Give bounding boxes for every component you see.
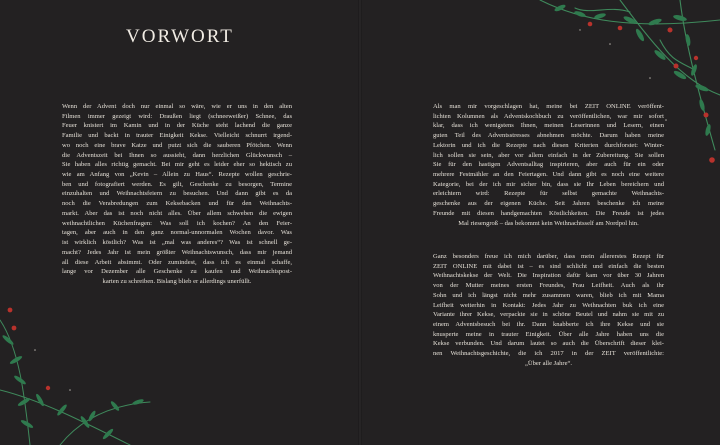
text-line: Kekse verbunden. Und darum lautet so auch die Überschrift dieser klei- xyxy=(433,340,664,348)
right-paragraph-2 xyxy=(433,252,664,369)
text-line: ZEIT ONLINE mit dabei ist – es sind schlicht und einfach die besten xyxy=(433,262,664,270)
text-line: lich sollen sie sein, aber vor allem einfach in der Zubereitung. Sie sollen xyxy=(433,151,664,159)
text-line: knusperte meine in trauter Einigkeit. Über alle Jahre haben uns die xyxy=(433,330,664,338)
text-line: lichten Kolumnen als Adventskochbuch zu veröffentlichen, war mir sofort xyxy=(433,112,664,120)
text-line: von der Mutter meines ersten Freundes, Frau Leifheit. Auch als ihr xyxy=(433,282,664,290)
text-line: Mal riesengroß – das bekommt kein Weihnachtsself am Nordpol hin. xyxy=(458,219,639,227)
text-line: weihnachtlichen Küchenfragen: Was soll ich kochen? An den Feier- xyxy=(62,219,292,227)
text-line: erleichtern wird: Rezepte für selbst gemachte Weihnachts- xyxy=(433,190,664,198)
text-line: markt. Aber das ist noch nicht alles. Über allem schweben die ewigen xyxy=(62,209,292,217)
text-line: wie am Anfang von „Kevin – Allein zu Haus“. Rezepte wollen geschrie- xyxy=(62,171,292,179)
text-line: Ganz besonders freue ich mich darüber, dass mein allererstes Rezept für xyxy=(433,253,664,260)
book-gutter xyxy=(358,0,362,445)
text-line: wo noch eine brave Katze und putzt sich die sauberen Pfötchen. Wenn xyxy=(62,141,292,149)
text-line: Lektorin und ich die Rezepte nach diesen Kriterien durchforstet: Winter- xyxy=(433,141,664,149)
text-line: Sohn und ich längst nicht mehr zusammen waren, blieb ich mit Mama xyxy=(433,291,664,299)
text-line: mehrere Festmähler an den Feiertagen. Und dann gibt es noch eine weitere xyxy=(433,171,664,179)
text-line: Variante ihrer Kekse, verpackte sie in schöne Beutel und nahm sie mit zu xyxy=(433,311,664,319)
text-line: einem Adventsbesuch bei ihr. Dann knabberte ich ihre Kekse und sie xyxy=(433,321,664,329)
text-line: einzuhalten und Weihnachtsfeiern zu besuchen. Und dann gibt es da xyxy=(62,190,292,198)
text-line: ist wirklich köstlich? Was ist „mal was anderes“? Was ist schnell ge- xyxy=(62,239,292,247)
text-line: karten zu schreiben. Bislang blieb er allerdings unerfüllt. xyxy=(102,277,252,285)
text-line: klar, dass ich wenigstens Ihnen, meinen Leserinnen und Lesern, einen xyxy=(433,122,664,130)
text-line: nen Weihnachtsgeschichte, die ich 2017 in der ZEIT veröffentlichte: xyxy=(433,350,664,358)
text-line: ben und fotografiert werden. Es gilt, Geschenke zu besorgen, Termine xyxy=(62,180,292,188)
right-paragraph-1 xyxy=(433,102,664,228)
text-line: „Über alle Jahre“. xyxy=(524,359,573,367)
text-line: geschenke aus der eigenen Küche. Seit Jahren beschenke ich meine xyxy=(433,200,664,208)
text-line: lange vor Dezember alle Geschenke zu kaufen und Weihnachtspost- xyxy=(62,268,292,276)
text-line: Kategorie, bei der ich mir sicher bin, dass sie Ihr Leben bereichern und xyxy=(433,180,664,188)
text-line: Familie und backt in trauter Einigkeit Kekse. Vielleicht schnurrt irgend- xyxy=(62,132,292,140)
left-body-text xyxy=(62,102,292,287)
page-title: VORWORT xyxy=(126,26,234,47)
text-line: tagen, aber auch in den ganz normal-unnormalen Wochen davor. Was xyxy=(62,229,292,237)
text-line: Sie haben alles richtig gemacht. Bei mir geht es leider eher so hektisch zu xyxy=(62,161,292,169)
text-line: die Adventszeit bei Ihnen so aussieht, dann herzlichen Glückwunsch – xyxy=(62,151,292,159)
text-line: Leifheit weiterhin in Kontakt: Jedes Jahr zu Weihnachten buk ich eine xyxy=(433,301,664,309)
text-line: macht? Jedes Jahr ist mein größter Weihnachtswunsch, dass mir jemand xyxy=(62,248,292,256)
text-line: noch die Verabredungen zum Keksebacken und für den Weihnachts- xyxy=(62,200,292,208)
text-line: Feuer knistert im Kamin und in der Küche steht lachend die ganze xyxy=(62,122,292,130)
text-line: Filmen immer gezeigt wird: Draußen liegt (schneeweißer) Schnee, das xyxy=(62,112,292,120)
text-line: Freunde mit diesen handgemachten Köstlichkeiten. Die Freude ist jedes xyxy=(433,209,664,217)
text-line: guten Teil des Adventsstresses abnehmen möchte. Darum haben meine xyxy=(433,132,664,140)
text-line: Als man mir vorgeschlagen hat, meine bei ZEIT ONLINE veröffent- xyxy=(433,103,664,110)
text-line: Wenn der Advent doch nur einmal so wäre, wie er uns in den alten xyxy=(62,103,292,110)
text-line: all diese Arbeit absimmt. Oder zumindest, dass ich es einmal schaffe, xyxy=(62,258,292,266)
text-line: Sie für den hastigen Adventsalltag inspirieren, aber auch für ein oder xyxy=(433,161,664,169)
text-line: Weihnachtskekse der Welt. Die Inspiration dafür kam vor über 30 Jahren xyxy=(433,272,664,280)
